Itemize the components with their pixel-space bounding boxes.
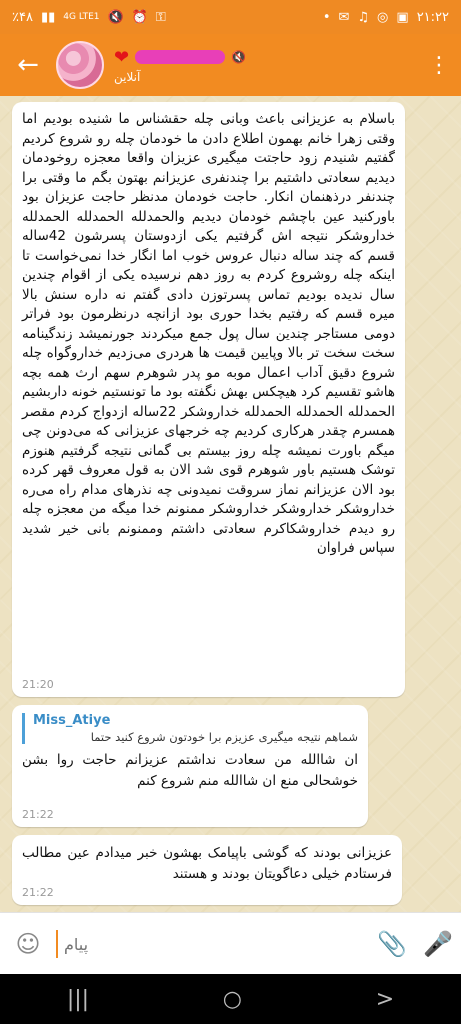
- message-time: 21:20: [22, 678, 54, 691]
- message-text: عزیزانی بودند که گوشی باپیامک بهشون خبر میدادم عین مطالب فرستادم خیلی دعاگویتان بودند و هستند: [22, 845, 392, 882]
- back-arrow-icon[interactable]: ←: [17, 50, 39, 80]
- chat-header: [0, 34, 461, 96]
- attachment-icon[interactable]: 📎: [377, 930, 407, 958]
- reply-quote[interactable]: [22, 713, 358, 744]
- status-right: [323, 11, 449, 24]
- chat-status: آنلاین: [114, 69, 141, 84]
- chat-title: [135, 50, 225, 64]
- network-label: 4G LTE1: [63, 11, 100, 22]
- status-left: [12, 11, 166, 24]
- email-icon: ✉: [338, 9, 350, 25]
- message-input[interactable]: [56, 930, 369, 958]
- emoji-icon[interactable]: ☺: [15, 930, 41, 958]
- instagram-icon: ◎: [377, 9, 389, 25]
- home-icon[interactable]: ○: [222, 986, 242, 1012]
- message-time: 21:22: [22, 886, 54, 899]
- reply-text: شماهم نتیجه میگیری عزیزم برا خودتون شروع کنید حتما: [90, 730, 358, 744]
- message-text: باسلام به عزیزانی باعث وبانی چله حقشناس ما شنیده بودیم اما وقتی زهرا خانم بهمون اطلاع دادن ما خودمان چله رو شروع کردیم گفتیم شنیدم زود حاجتت میگیری عزیزان واقعا معجزه روخودمان دیدیم سعادتی داشتیم برا چندنفری عزیزانم بهتون بگم ما وقتی برا چندنفر درذهنمان انکار. حاجت خودمان مدنظر حاجت عزیزان بود باورکنید عین باچشم خودمان دیدیم والحمدلله الحمدلله الحمدلله خداروشکر نتیجه اش گرفتیم یکی ازدوستان پسرشون 42ساله قسم که چند ساله دنبال عروس خوب اما انگار خدا نمی‌خواست تا اینکه چله روشروع کردم به روز دهم نرسیده یکی از اقوام چندین سال ندیده بودیم تماس پسرتوزن دادی گفتم نه داره سنش بالا میره قسم که رفتیم بخدا حوری بود ازانچه درنظرمون بود فراتر دومی مستاجر چندین سال پول جمع میکردند جورنمیشد زندگینامه سخت سخت تر بالا وپایین قیمت ها هردری می‌زدیم خداروگواه چله شروع دقیق آداب اعمال موبه مو پدر شوهرم سهم ارث همه بچه هاشو تقسیم کرد هیچکس بهش نگفته بود ما تونستیم خونه داربشیم الحمدلله الحمدلله الحمدلله خداروشکر 22ساله ازدواج کردم مقصر همسرم چقدر هرکاری کردیم چه خرجهای عزیزانی که می‌دونن چی میگم باورت نمیشه چله روز بیستم بی گمانی نتیجه گرفتیم هنوزم توشک هستیم باور شوهرم قوی شد الان به قول معروف قهر کرده بود الان عزیزانم نماز سروقت نمیدونی چه نذرهای مدام راه می‌ره خداروشکر خداروشکر خداروشکر ممنونم خدا میگه من معجزه چله رو دیدم خداروشکاکرم سعادتی داشتم وممنونم بانی خیر شدید سپاس فراوان: [22, 111, 395, 556]
- battery-level: ٪۴۸: [12, 9, 33, 25]
- more-vertical-icon[interactable]: ⋮: [428, 52, 450, 78]
- system-nav-bar: [0, 974, 461, 1024]
- message-bubble[interactable]: [12, 835, 402, 905]
- recent-apps-icon[interactable]: |||: [66, 986, 90, 1012]
- status-bar: [0, 0, 461, 34]
- signal-icon: ▮▮: [40, 9, 56, 25]
- message-bubble[interactable]: [12, 102, 405, 697]
- chat-area[interactable]: [0, 96, 461, 912]
- back-icon[interactable]: >: [375, 986, 395, 1012]
- reply-author: Miss_Atiye: [33, 713, 111, 728]
- message-text: ان شاالله من سعادت نداشتم عزیزانم حاجت روا بشن خوشحالی منع ان شاالله منم شروع کنم: [22, 752, 358, 789]
- gallery-icon: ▣: [396, 9, 409, 25]
- alarm-icon: ⏰: [131, 9, 148, 25]
- microphone-icon[interactable]: 🎤: [423, 930, 453, 958]
- notification-dot: •: [322, 9, 331, 25]
- music-icon: ♫: [357, 9, 370, 25]
- message-time: 21:22: [22, 808, 54, 821]
- message-input-bar: [0, 912, 461, 975]
- status-time: ۲۱:۲۲: [416, 9, 449, 25]
- message-bubble-reply[interactable]: [12, 705, 368, 827]
- avatar[interactable]: [56, 41, 104, 89]
- muted-speaker-icon: 🔇: [231, 50, 247, 64]
- key-icon: ⚿: [155, 9, 166, 25]
- heart-icon: ❤: [114, 46, 130, 68]
- mute-icon: 🔇: [107, 9, 124, 25]
- chat-title-block[interactable]: [114, 47, 417, 84]
